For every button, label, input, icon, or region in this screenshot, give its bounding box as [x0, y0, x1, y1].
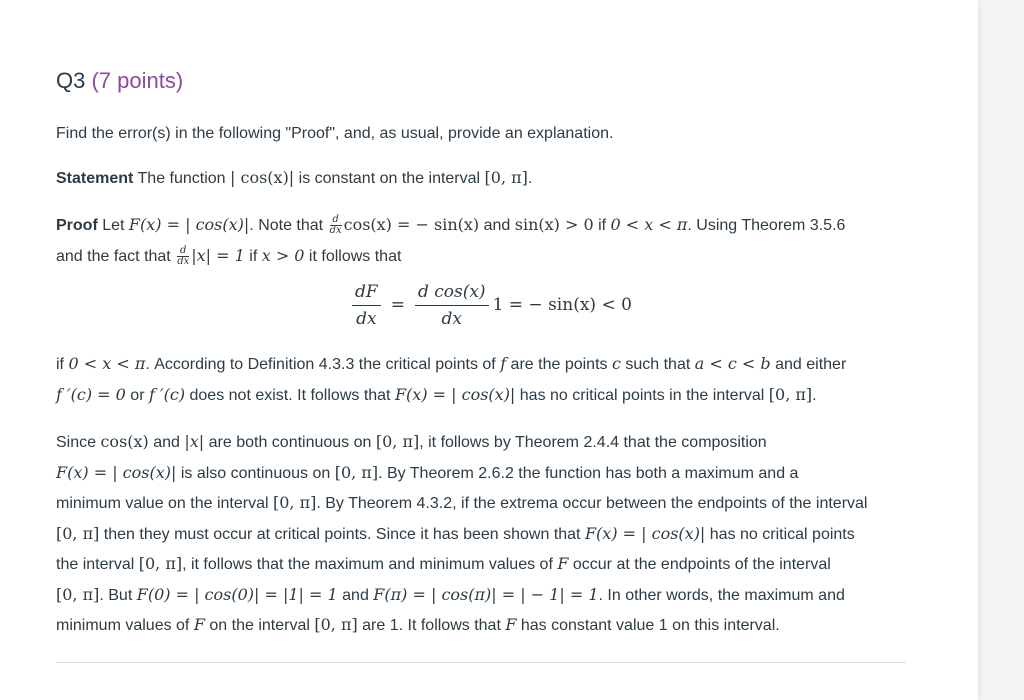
question-title — [56, 64, 906, 98]
text: , it follows by Theorem 2.4.4 that the composition — [419, 434, 767, 451]
math: c — [611, 354, 621, 373]
proof-math: 0 < x < π — [610, 215, 688, 234]
derivative-operator — [177, 246, 189, 267]
proof-label: Proof — [56, 217, 98, 234]
text: has no critical points in the interval — [515, 386, 769, 404]
text: . In other words, the maximum and — [598, 586, 845, 604]
statement-math: | cos(x)| — [230, 167, 295, 187]
proof-text: and — [479, 217, 515, 234]
text: if — [56, 356, 69, 373]
math: F(x) = | cos(x)| — [584, 523, 706, 543]
proof-math: |x| = 1 — [191, 245, 245, 265]
math: F — [557, 554, 569, 573]
text: . — [812, 386, 817, 404]
math: [0, π] — [272, 493, 317, 512]
math: [0, π] — [334, 462, 379, 482]
rhs-tail: 1 = − sin(x) < 0 — [492, 295, 632, 315]
question-points: (7 points) — [91, 68, 184, 93]
proof-text: if — [244, 247, 262, 265]
math: [0, π] — [768, 384, 813, 404]
text: occur at the endpoints of the interval — [568, 556, 831, 573]
statement-text: . — [527, 169, 533, 187]
derivative-den: dx — [177, 255, 190, 267]
math: F — [505, 615, 517, 634]
text: has no critical points — [705, 525, 855, 543]
math: cos(x) — [100, 432, 149, 451]
proof-text: Let — [97, 217, 129, 234]
equals-sign: = — [390, 295, 405, 315]
proof-math: F(x) = | cos(x)| — [128, 215, 250, 234]
text: such that — [620, 356, 695, 373]
derivative-num: d — [177, 246, 189, 257]
divider — [56, 662, 906, 663]
text: and either — [770, 356, 847, 373]
lhs-denominator: dx — [356, 308, 377, 329]
text: are 1. It follows that — [357, 617, 506, 634]
intro-text: Find the error(s) in the following "Proof", and, as usual, provide an explanation. — [56, 125, 614, 142]
math: F(0) = | cos(0)| = |1| = 1 — [136, 584, 338, 604]
paragraph-critical-points — [56, 349, 906, 410]
text: minimum values of — [56, 617, 194, 634]
lhs-numerator: dF — [352, 282, 381, 306]
proof-paragraph — [56, 210, 906, 271]
text: has constant value 1 on this interval. — [516, 617, 780, 634]
text: and — [337, 586, 374, 604]
text: . By Theorem 2.6.2 the function has both a maximum and a — [378, 464, 799, 482]
math: [0, π] — [138, 554, 183, 573]
math: [0, π] — [56, 584, 100, 604]
text: is also continuous on — [176, 464, 335, 482]
proof-text: and the fact that — [56, 247, 176, 265]
statement-interval: [0, π] — [484, 167, 528, 187]
text: are both continuous on — [204, 434, 376, 451]
text: or — [125, 386, 149, 404]
text: are the points — [506, 356, 612, 373]
statement-label: Statement — [56, 169, 134, 187]
proof-text: . Note that — [249, 217, 328, 234]
math: F(x) = | cos(x)| — [394, 384, 516, 404]
rhs-numerator: d cos(x) — [415, 282, 489, 306]
rhs-fraction — [415, 282, 489, 329]
proof-text: if — [593, 217, 611, 234]
derivative-den: dx — [329, 225, 342, 237]
math: 0 < x < π — [68, 354, 146, 373]
proof-math: x > 0 — [261, 245, 305, 265]
math: [0, π] — [375, 432, 420, 451]
text: . According to Definition 4.3.3 the critical points of — [145, 356, 501, 373]
statement-text: is constant on the interval — [294, 169, 485, 187]
statement-text: The function — [133, 169, 231, 187]
text: the interval — [56, 556, 139, 573]
math: F(x) = | cos(x)| — [56, 462, 177, 482]
rhs-denominator: dx — [441, 308, 462, 329]
display-equation — [56, 277, 906, 339]
math: |x| — [184, 432, 205, 451]
text: does not exist. It follows that — [185, 386, 395, 404]
text: then they must occur at critical points. Since it has been shown that — [99, 525, 585, 543]
derivative-num: d — [330, 215, 342, 226]
text: . By Theorem 4.3.2, if the extrema occur between the endpoints of the interval — [316, 495, 868, 512]
proof-math: cos(x) = − sin(x) — [343, 215, 480, 234]
text: on the interval — [204, 617, 315, 634]
question-content — [56, 64, 906, 641]
math: F(π) = | cos(π)| = | − 1| = 1 — [373, 584, 599, 604]
math: f ′(c) = 0 — [56, 384, 126, 404]
math: f ′(c) — [148, 384, 186, 404]
math: F — [193, 615, 205, 634]
proof-text: it follows that — [304, 247, 402, 265]
proof-text: . Using Theorem 3.5.6 — [687, 217, 846, 234]
math: [0, π] — [56, 523, 100, 543]
question-number: Q3 — [56, 68, 86, 93]
math: [0, π] — [314, 615, 358, 634]
text: Since — [56, 434, 101, 451]
math: f — [500, 354, 507, 373]
proof-math: sin(x) > 0 — [514, 215, 594, 234]
paragraph-continuity — [56, 427, 906, 641]
lhs-fraction — [352, 282, 381, 329]
text: . But — [99, 586, 137, 604]
text: and — [148, 434, 185, 451]
math: a < c < b — [694, 354, 771, 373]
derivative-operator — [330, 215, 342, 236]
text: , it follows that the maximum and minimum values of — [182, 556, 558, 573]
statement-paragraph — [56, 163, 906, 194]
text: minimum value on the interval — [56, 495, 273, 512]
